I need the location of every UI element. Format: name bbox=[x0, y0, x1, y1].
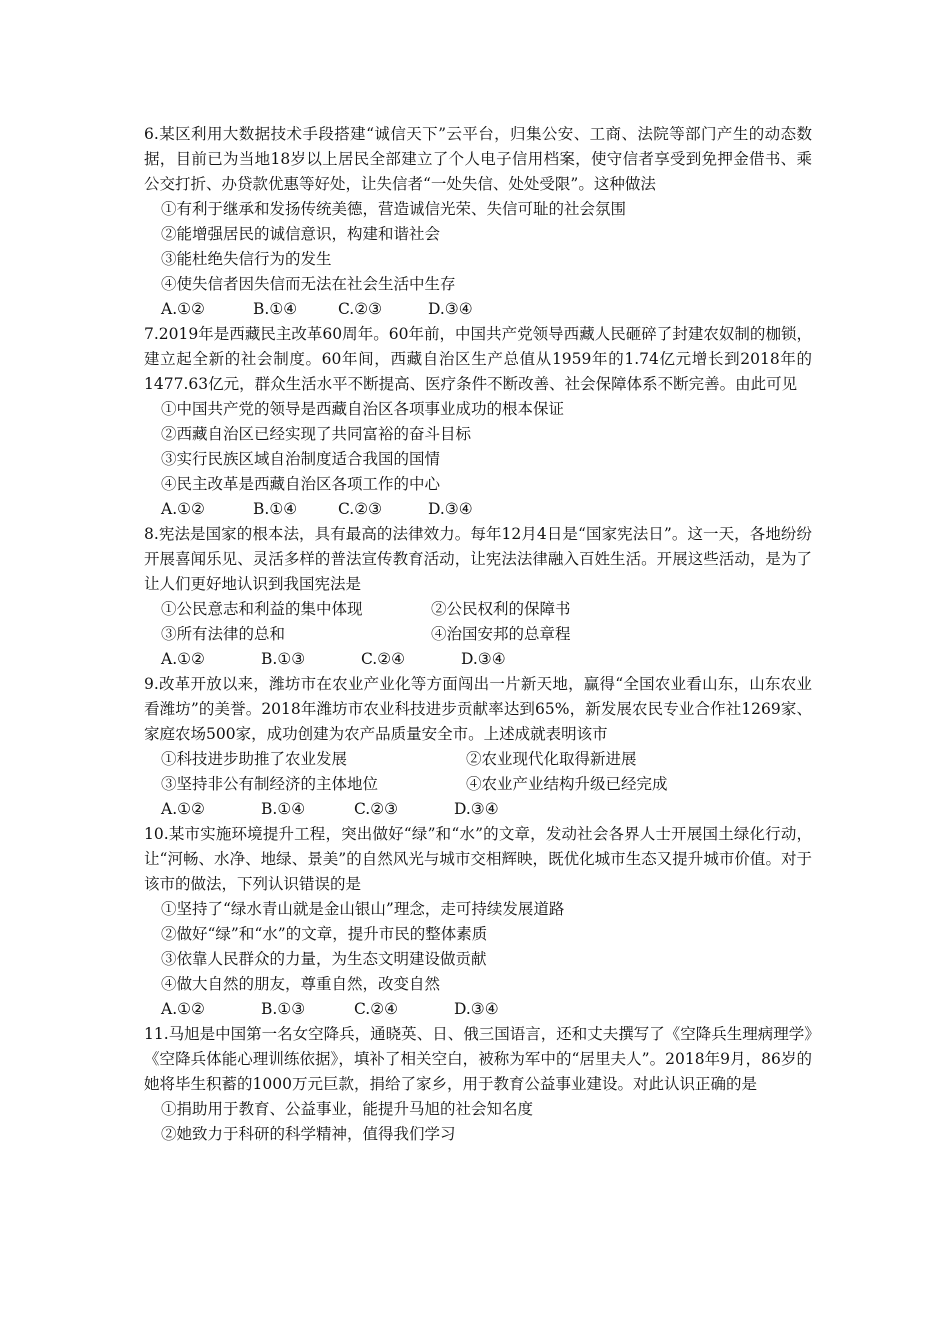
question-stem: 8.宪法是国家的根本法，具有最高的法律效力。每年12月4日是“国家宪法日”。这一天，各地纷纷开展喜闻乐见、灵活多样的普法宣传教育活动，让宪法法律融入百姓生活。开展这些活动，是为了让人们更好地认识到我国宪法是 bbox=[144, 525, 812, 593]
option: ④做大自然的朋友，尊重自然，改变自然 bbox=[161, 975, 441, 993]
question-stem: 10.某市实施环境提升工程，突出做好“绿”和“水”的文章，发动社会各界人士开展国土绿化行动，让“河畅、水净、地绿、景美”的自然风光与城市交相辉映，既优化城市生态又提升城市价值。对于该市的做法，下列认识错误的是 bbox=[144, 825, 812, 893]
option: ④治国安邦的总章程 bbox=[431, 625, 571, 643]
answer-choice: A.①② bbox=[161, 650, 205, 668]
option: ①捐助用于教育、公益事业，能提升马旭的社会知名度 bbox=[161, 1100, 534, 1118]
answer-choice: D.③④ bbox=[454, 800, 499, 818]
answer-choice: A.①② bbox=[161, 1000, 205, 1018]
answer-choice: C.②③ bbox=[354, 800, 399, 818]
answer-choice: B.①④ bbox=[261, 800, 306, 818]
answer-choices bbox=[144, 497, 812, 522]
answer-choice: B.①④ bbox=[253, 500, 298, 518]
option: ④农业产业结构升级已经完成 bbox=[466, 775, 668, 793]
option: ④民主改革是西藏自治区各项工作的中心 bbox=[161, 475, 441, 493]
option: ①有利于继承和发扬传统美德，营造诚信光荣、失信可耻的社会氛围 bbox=[161, 200, 627, 218]
question-11 bbox=[144, 1022, 812, 1147]
answer-choice: C.②④ bbox=[361, 650, 406, 668]
question-9 bbox=[144, 672, 812, 822]
question-stem: 7.2019年是西藏民主改革60周年。60年前，中国共产党领导西藏人民砸碎了封建农奴制的枷锁，建立起全新的社会制度。60年间，西藏自治区生产总值从1959年的1.74亿元增长到2018年的1477.63亿元，群众生活水平不断提高、医疗条件不断改善、社会保障体系不断完善。由此可见 bbox=[144, 325, 812, 393]
question-stem: 11.马旭是中国第一名女空降兵，通晓英、日、俄三国语言，还和丈夫撰写了《空降兵生理病理学》《空降兵体能心理训练依据》，填补了相关空白，被称为军中的“居里夫人”。2018年9月，86岁的她将毕生积蓄的1000万元巨款，捐给了家乡，用于教育公益事业建设。对此认识正确的是 bbox=[144, 1025, 812, 1093]
question-7 bbox=[144, 322, 812, 522]
option-row bbox=[144, 597, 812, 622]
answer-choice: C.②④ bbox=[354, 1000, 399, 1018]
answer-choice: D.③④ bbox=[461, 650, 506, 668]
answer-choices bbox=[144, 997, 812, 1022]
option: ③实行民族区域自治制度适合我国的国情 bbox=[161, 450, 441, 468]
answer-choice: D.③④ bbox=[428, 500, 473, 518]
answer-choice: A.①② bbox=[161, 800, 205, 818]
option: ④使失信者因失信而无法在社会生活中生存 bbox=[161, 275, 456, 293]
option-row bbox=[144, 772, 812, 797]
exam-page bbox=[144, 122, 812, 1147]
question-6 bbox=[144, 122, 812, 322]
option: ③依靠人民群众的力量，为生态文明建设做贡献 bbox=[161, 950, 487, 968]
question-10 bbox=[144, 822, 812, 1022]
answer-choice: C.②③ bbox=[338, 300, 383, 318]
answer-choices bbox=[144, 647, 812, 672]
answer-choices bbox=[144, 297, 812, 322]
answer-choice: B.①③ bbox=[261, 1000, 306, 1018]
option: ①中国共产党的领导是西藏自治区各项事业成功的根本保证 bbox=[161, 400, 565, 418]
question-stem: 9.改革开放以来，潍坊市在农业产业化等方面闯出一片新天地，赢得“全国农业看山东，山东农业看潍坊”的美誉。2018年潍坊市农业科技进步贡献率达到65%，新发展农民专业合作社1269家、家庭农场500家，成功创建为农产品质量安全市。上述成就表明该市 bbox=[144, 675, 812, 743]
option: ①科技进步助推了农业发展 bbox=[161, 750, 348, 768]
option: ①公民意志和利益的集中体现 bbox=[161, 600, 363, 618]
option: ②能增强居民的诚信意识，构建和谐社会 bbox=[161, 225, 441, 243]
option: ②农业现代化取得新进展 bbox=[466, 750, 637, 768]
option-row bbox=[144, 622, 812, 647]
option: ③所有法律的总和 bbox=[161, 625, 286, 643]
answer-choice: A.①② bbox=[161, 500, 205, 518]
option: ②西藏自治区已经实现了共同富裕的奋斗目标 bbox=[161, 425, 472, 443]
option: ②她致力于科研的科学精神，值得我们学习 bbox=[161, 1125, 456, 1143]
option: ③坚持非公有制经济的主体地位 bbox=[161, 775, 379, 793]
option-row bbox=[144, 747, 812, 772]
option: ①坚持了“绿水青山就是金山银山”理念，走可持续发展道路 bbox=[161, 900, 565, 918]
option: ③能杜绝失信行为的发生 bbox=[161, 250, 332, 268]
question-8 bbox=[144, 522, 812, 672]
answer-choice: D.③④ bbox=[454, 1000, 499, 1018]
answer-choice: D.③④ bbox=[428, 300, 473, 318]
answer-choice: B.①④ bbox=[253, 300, 298, 318]
answer-choice: C.②③ bbox=[338, 500, 383, 518]
answer-choice: B.①③ bbox=[261, 650, 306, 668]
option: ②做好“绿”和“水”的文章，提升市民的整体素质 bbox=[161, 925, 488, 943]
answer-choice: A.①② bbox=[161, 300, 205, 318]
question-stem: 6.某区利用大数据技术手段搭建“诚信天下”云平台，归集公安、工商、法院等部门产生的动态数据，目前已为当地18岁以上居民全部建立了个人电子信用档案，使守信者享受到免押金借书、乘公交打折、办贷款优惠等好处，让失信者“一处失信、处处受限”。这种做法 bbox=[144, 125, 812, 193]
answer-choices bbox=[144, 797, 812, 822]
option: ②公民权利的保障书 bbox=[431, 600, 571, 618]
